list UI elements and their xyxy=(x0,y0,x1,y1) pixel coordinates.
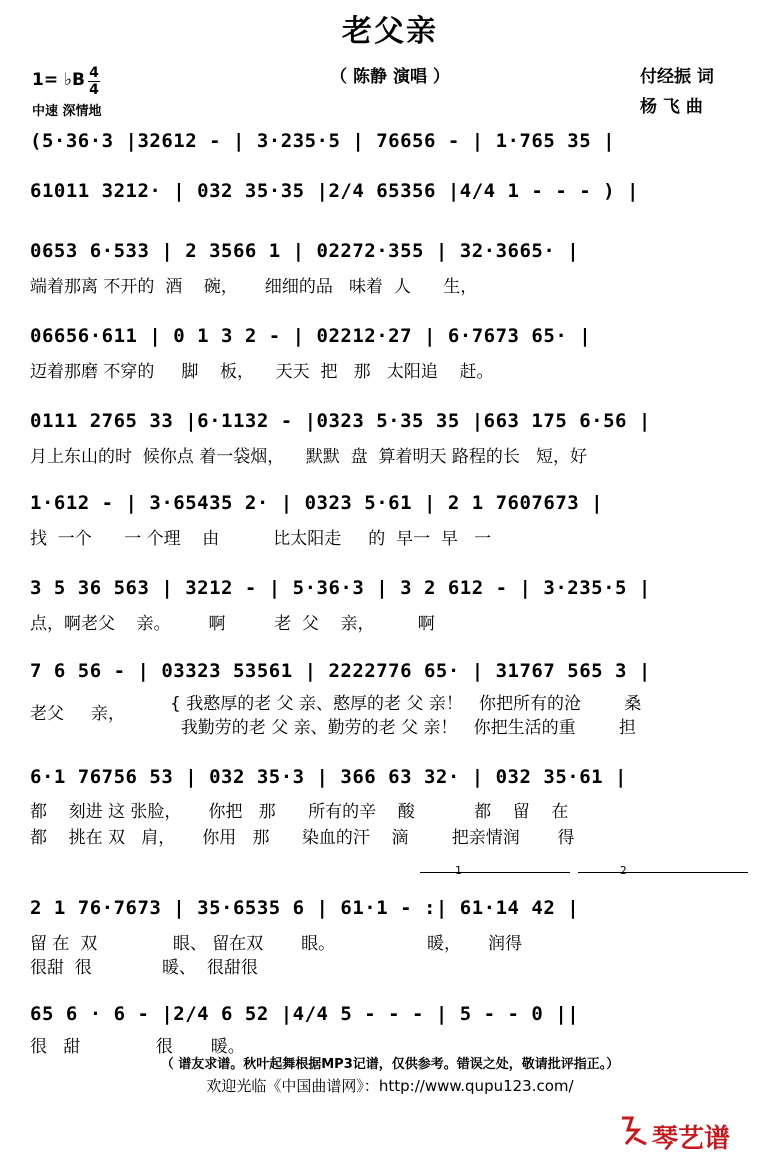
first-ending-bracket xyxy=(420,872,570,873)
second-ending-number: 2 xyxy=(620,864,627,877)
notation-line-9: 6·1 76756 53 | 032 35·3 | 366 63 32· | 032 35·61 | xyxy=(30,766,627,788)
time-signature-bottom: 4 xyxy=(89,82,99,98)
notation-line-7: 3 5 36 563 | 3212 - | 5·36·3 | 3 2 612 - | 3·235·5 | xyxy=(30,577,651,599)
notation-line-1: (5·36·3 |32612 - | 3·235·5 | 76656 - | 1·765 35 | xyxy=(30,130,616,152)
lyric-line-5: 月上东山的时 候你点 着一袋烟， 默默 盘 算着明天 路程的长 短，好 xyxy=(30,447,588,467)
qinyipu-logo-text: 琴艺谱 xyxy=(652,1124,731,1154)
key-signature: 1= ♭B xyxy=(32,70,85,90)
singer-subtitle: （ 陈静 演唱 ） xyxy=(330,67,450,87)
qinyipu-logo-icon xyxy=(618,1114,648,1148)
lyric-line-4: 迈着那磨 不穿的 脚 板， 天天 把 那 太阳追 赶。 xyxy=(30,362,494,382)
website-link[interactable]: 欢迎光临《中国曲谱网》：http://www.qupu123.com/ xyxy=(206,1077,574,1095)
verse-1-lyric: { 我憨厚的老 父 亲、憨厚的老 父 亲！ 你把所有的沧 桑 xyxy=(170,694,642,714)
transcription-note: （ 谱友求谱。秋叶起舞根据MP3记谱，仅供参考。错误之处，敬请批评指正。） xyxy=(160,1057,620,1072)
lyric-line-8: 老父 亲， xyxy=(30,704,126,724)
composer-credit: 杨 飞 曲 xyxy=(640,97,703,117)
lyric-line-10-alt: 很甜 很 暖、 很甜很 xyxy=(30,958,258,978)
lyricist-credit: 付经振 词 xyxy=(640,67,714,87)
notation-line-6: 1·612 - | 3·65435 2· | 0323 5·61 | 2 1 7607673 | xyxy=(30,492,604,514)
notation-line-5: 0111 2765 33 |6·1132 - |0323 5·35 35 |663 175 6·56 | xyxy=(30,410,651,432)
lyric-line-10: 留 在 双 眼、 留在双 眼。 暖， 润得 xyxy=(30,934,522,954)
lyric-line-11: 很 甜 很 暖。 xyxy=(30,1037,245,1057)
notation-line-8: 7 6 56 - | 03323 53561 | 2222776 65· | 31767 565 3 | xyxy=(30,660,651,682)
second-ending-bracket xyxy=(578,872,748,873)
tempo-marking: 中速 深情地 xyxy=(32,104,102,119)
song-title: 老父亲 xyxy=(342,14,438,49)
first-ending-number: 1 xyxy=(455,864,462,877)
time-signature xyxy=(88,66,100,97)
time-signature-top: 4 xyxy=(89,65,99,81)
lyric-line-9: 都 刻进 这 张脸， 你把 那 所有的辛 酸 都 留 在 xyxy=(30,802,569,822)
notation-line-11: 65 6 · 6 - |2/4 6 52 |4/4 5 - - - | 5 - - 0 || xyxy=(30,1003,580,1025)
lyric-line-7: 点，啊老父 亲。 啊 老 父 亲， 啊 xyxy=(30,614,435,634)
notation-line-4: 06656·611 | 0 1 3 2 - | 02212·27 | 6·7673 65· | xyxy=(30,325,592,347)
lyric-line-6: 找 一个 一 个理 由 比太阳走 的 早一 早 一 xyxy=(30,529,492,549)
verse-2-lyric: 我勤劳的老 父 亲、勤劳的老 父 亲！ 你把生活的重 担 xyxy=(170,718,636,738)
notation-line-10: 2 1 76·7673 | 35·6535 6 | 61·1 - :| 61·14 42 | xyxy=(30,897,580,919)
lyric-line-3: 端着那离 不开的 酒 碗， 细细的品 味着 人 生， xyxy=(30,277,478,297)
notation-line-3: 0653 6·533 | 2 3566 1 | 02272·355 | 32·3665· | xyxy=(30,240,580,262)
lyric-line-9-alt: 都 挑在 双 肩， 你用 那 染血的汗 滴 把亲情润 得 xyxy=(30,828,575,848)
notation-line-2: 61011 3212· | 032 35·35 |2/4 65356 |4/4 1 - - - ) | xyxy=(30,180,639,202)
